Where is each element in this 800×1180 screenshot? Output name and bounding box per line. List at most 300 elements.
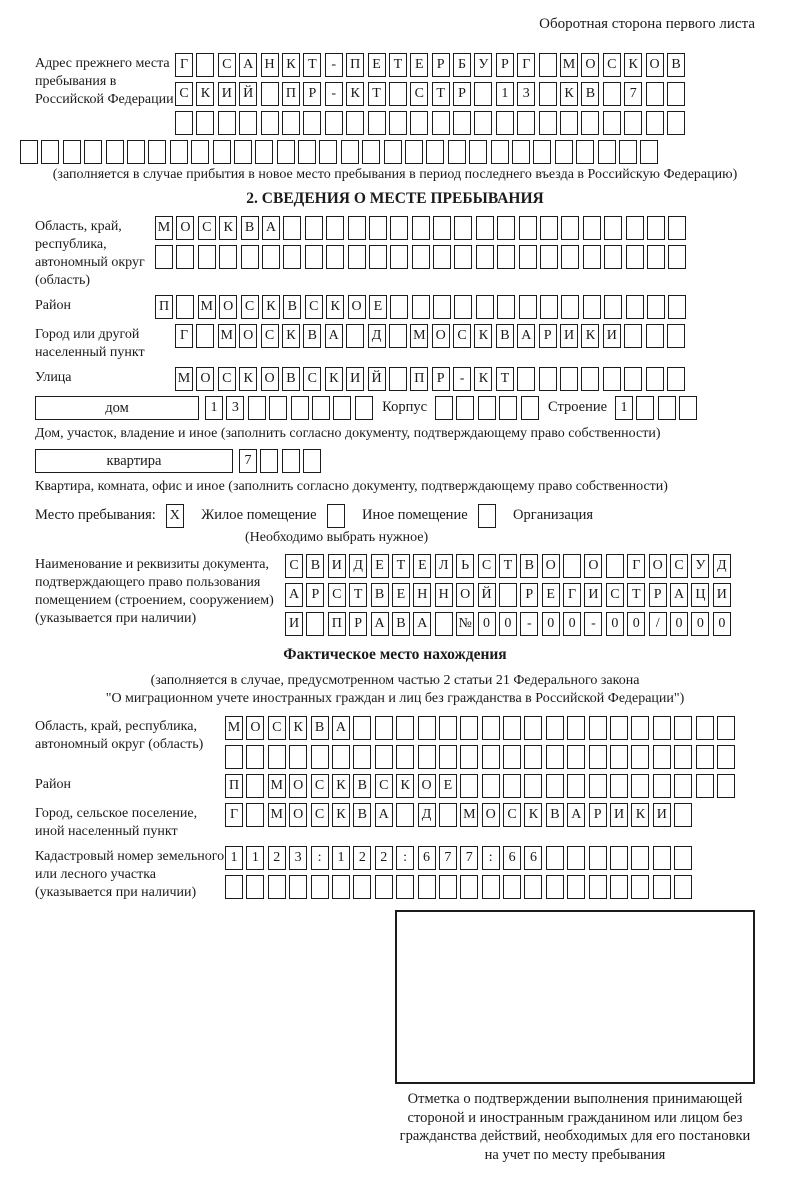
char-cell[interactable]	[653, 846, 671, 870]
char-cell[interactable]	[332, 745, 350, 769]
char-cell[interactable]	[435, 612, 453, 636]
char-cell[interactable]: Г	[225, 803, 243, 827]
char-cell[interactable]: К	[196, 82, 214, 106]
char-cell[interactable]: С	[241, 295, 259, 319]
char-cell[interactable]	[476, 216, 494, 240]
char-cell[interactable]	[283, 245, 301, 269]
char-cell[interactable]	[603, 82, 621, 106]
char-cell[interactable]: К	[474, 367, 492, 391]
char-cell[interactable]	[426, 140, 444, 164]
char-cell[interactable]: С	[328, 583, 346, 607]
char-cell[interactable]: Т	[349, 583, 367, 607]
char-cell[interactable]	[325, 111, 343, 135]
char-cell[interactable]	[262, 245, 280, 269]
char-cell[interactable]: П	[410, 367, 428, 391]
char-cell[interactable]	[589, 875, 607, 899]
char-cell[interactable]	[646, 324, 664, 348]
char-cell[interactable]: 0	[542, 612, 560, 636]
char-cell[interactable]	[647, 295, 665, 319]
char-cell[interactable]: К	[325, 367, 343, 391]
char-cell[interactable]: И	[653, 803, 671, 827]
char-cell[interactable]	[298, 140, 316, 164]
char-cell[interactable]	[561, 216, 579, 240]
char-cell[interactable]	[418, 875, 436, 899]
char-cell[interactable]	[241, 245, 259, 269]
char-cell[interactable]	[453, 111, 471, 135]
char-cell[interactable]: Г	[175, 53, 193, 77]
house-type-box[interactable]: дом	[35, 396, 199, 420]
char-cell[interactable]: С	[305, 295, 323, 319]
char-cell[interactable]	[319, 140, 337, 164]
char-cell[interactable]: С	[175, 82, 193, 106]
char-cell[interactable]	[589, 745, 607, 769]
char-cell[interactable]	[646, 82, 664, 106]
char-cell[interactable]	[348, 245, 366, 269]
char-cell[interactable]	[456, 396, 474, 420]
char-cell[interactable]	[433, 245, 451, 269]
char-cell[interactable]: К	[332, 774, 350, 798]
char-cell[interactable]: Р	[303, 82, 321, 106]
char-cell[interactable]: О	[482, 803, 500, 827]
char-cell[interactable]	[533, 140, 551, 164]
char-cell[interactable]	[717, 745, 735, 769]
char-cell[interactable]	[448, 140, 466, 164]
char-cell[interactable]	[491, 140, 509, 164]
char-cell[interactable]	[155, 245, 173, 269]
char-cell[interactable]: П	[346, 53, 364, 77]
char-cell[interactable]	[667, 367, 685, 391]
char-cell[interactable]: С	[603, 53, 621, 77]
char-cell[interactable]	[225, 745, 243, 769]
char-cell[interactable]: К	[631, 803, 649, 827]
char-cell[interactable]: У	[691, 554, 709, 578]
char-cell[interactable]	[261, 82, 279, 106]
char-cell[interactable]: М	[560, 53, 578, 77]
char-cell[interactable]: А	[332, 716, 350, 740]
char-cell[interactable]: А	[567, 803, 585, 827]
char-cell[interactable]	[581, 367, 599, 391]
char-cell[interactable]	[567, 745, 585, 769]
char-cell[interactable]	[567, 875, 585, 899]
char-cell[interactable]	[540, 295, 558, 319]
char-cell[interactable]	[454, 295, 472, 319]
char-cell[interactable]: К	[624, 53, 642, 77]
char-cell[interactable]	[355, 396, 373, 420]
char-cell[interactable]	[410, 111, 428, 135]
char-cell[interactable]	[389, 367, 407, 391]
char-cell[interactable]: В	[581, 82, 599, 106]
char-cell[interactable]	[653, 745, 671, 769]
char-cell[interactable]	[277, 140, 295, 164]
char-cell[interactable]: С	[285, 554, 303, 578]
char-cell[interactable]: Л	[435, 554, 453, 578]
char-cell[interactable]	[667, 111, 685, 135]
char-cell[interactable]: С	[303, 367, 321, 391]
char-cell[interactable]: Р	[349, 612, 367, 636]
char-cell[interactable]: 7	[239, 449, 257, 473]
char-cell[interactable]	[326, 216, 344, 240]
char-cell[interactable]: О	[261, 367, 279, 391]
char-cell[interactable]: Т	[432, 82, 450, 106]
char-cell[interactable]	[418, 716, 436, 740]
char-cell[interactable]: Т	[389, 53, 407, 77]
char-cell[interactable]	[524, 716, 542, 740]
char-cell[interactable]	[439, 716, 457, 740]
char-cell[interactable]: В	[282, 367, 300, 391]
char-cell[interactable]: 6	[524, 846, 542, 870]
char-cell[interactable]: В	[306, 554, 324, 578]
char-cell[interactable]: В	[303, 324, 321, 348]
char-cell[interactable]: О	[246, 716, 264, 740]
char-cell[interactable]: Н	[261, 53, 279, 77]
char-cell[interactable]: Г	[627, 554, 645, 578]
char-cell[interactable]	[362, 140, 380, 164]
char-cell[interactable]	[563, 554, 581, 578]
char-cell[interactable]	[312, 396, 330, 420]
char-cell[interactable]: О	[176, 216, 194, 240]
char-cell[interactable]	[234, 140, 252, 164]
char-cell[interactable]	[332, 875, 350, 899]
char-cell[interactable]: Р	[432, 367, 450, 391]
char-cell[interactable]: В	[520, 554, 538, 578]
char-cell[interactable]	[631, 745, 649, 769]
char-cell[interactable]: О	[289, 774, 307, 798]
char-cell[interactable]: №	[456, 612, 474, 636]
char-cell[interactable]: О	[418, 774, 436, 798]
char-cell[interactable]: Т	[627, 583, 645, 607]
stay-option-other-checkbox[interactable]	[327, 504, 348, 528]
char-cell[interactable]: О	[456, 583, 474, 607]
char-cell[interactable]: М	[175, 367, 193, 391]
char-cell[interactable]: Е	[392, 583, 410, 607]
char-cell[interactable]	[396, 803, 414, 827]
char-cell[interactable]	[198, 245, 216, 269]
char-cell[interactable]: -	[325, 53, 343, 77]
char-cell[interactable]	[283, 216, 301, 240]
char-cell[interactable]: :	[482, 846, 500, 870]
char-cell[interactable]: Т	[496, 367, 514, 391]
char-cell[interactable]: 1	[332, 846, 350, 870]
char-cell[interactable]	[460, 745, 478, 769]
char-cell[interactable]	[546, 716, 564, 740]
char-cell[interactable]	[261, 111, 279, 135]
char-cell[interactable]	[375, 745, 393, 769]
char-cell[interactable]: М	[218, 324, 236, 348]
char-cell[interactable]	[191, 140, 209, 164]
char-cell[interactable]	[640, 140, 658, 164]
char-cell[interactable]	[583, 245, 601, 269]
char-cell[interactable]	[405, 140, 423, 164]
char-cell[interactable]	[497, 216, 515, 240]
char-cell[interactable]	[539, 53, 557, 77]
char-cell[interactable]: В	[241, 216, 259, 240]
char-cell[interactable]	[674, 875, 692, 899]
char-cell[interactable]: Е	[439, 774, 457, 798]
char-cell[interactable]	[460, 716, 478, 740]
char-cell[interactable]: 0	[627, 612, 645, 636]
char-cell[interactable]: Д	[368, 324, 386, 348]
char-cell[interactable]	[539, 367, 557, 391]
char-cell[interactable]: С	[218, 53, 236, 77]
char-cell[interactable]	[604, 216, 622, 240]
char-cell[interactable]	[603, 111, 621, 135]
char-cell[interactable]	[469, 140, 487, 164]
char-cell[interactable]: И	[584, 583, 602, 607]
char-cell[interactable]	[346, 111, 364, 135]
char-cell[interactable]	[454, 245, 472, 269]
char-cell[interactable]	[460, 875, 478, 899]
char-cell[interactable]	[482, 774, 500, 798]
char-cell[interactable]	[348, 216, 366, 240]
char-cell[interactable]: С	[478, 554, 496, 578]
char-cell[interactable]: О	[196, 367, 214, 391]
char-cell[interactable]	[389, 111, 407, 135]
char-cell[interactable]	[439, 803, 457, 827]
char-cell[interactable]	[610, 716, 628, 740]
char-cell[interactable]	[327, 504, 345, 528]
char-cell[interactable]: В	[546, 803, 564, 827]
char-cell[interactable]: Н	[435, 583, 453, 607]
char-cell[interactable]: В	[283, 295, 301, 319]
char-cell[interactable]: О	[219, 295, 237, 319]
char-cell[interactable]	[668, 245, 686, 269]
char-cell[interactable]: :	[396, 846, 414, 870]
char-cell[interactable]	[610, 745, 628, 769]
char-cell[interactable]: У	[474, 53, 492, 77]
char-cell[interactable]: М	[155, 216, 173, 240]
char-cell[interactable]: М	[268, 774, 286, 798]
char-cell[interactable]	[390, 216, 408, 240]
char-cell[interactable]	[546, 774, 564, 798]
char-cell[interactable]	[583, 216, 601, 240]
char-cell[interactable]	[546, 846, 564, 870]
char-cell[interactable]	[289, 875, 307, 899]
char-cell[interactable]: А	[325, 324, 343, 348]
char-cell[interactable]: X	[166, 504, 184, 528]
char-cell[interactable]: К	[581, 324, 599, 348]
stay-option-organization-checkbox[interactable]	[478, 504, 499, 528]
char-cell[interactable]: Р	[453, 82, 471, 106]
char-cell[interactable]	[303, 111, 321, 135]
char-cell[interactable]: С	[453, 324, 471, 348]
char-cell[interactable]: С	[606, 583, 624, 607]
char-cell[interactable]	[482, 745, 500, 769]
char-cell[interactable]	[567, 774, 585, 798]
char-cell[interactable]: С	[198, 216, 216, 240]
char-cell[interactable]	[239, 111, 257, 135]
char-cell[interactable]: В	[392, 612, 410, 636]
char-cell[interactable]	[478, 396, 496, 420]
char-cell[interactable]: Г	[563, 583, 581, 607]
char-cell[interactable]	[540, 245, 558, 269]
char-cell[interactable]	[539, 82, 557, 106]
char-cell[interactable]: 2	[353, 846, 371, 870]
char-cell[interactable]	[269, 396, 287, 420]
char-cell[interactable]	[433, 216, 451, 240]
char-cell[interactable]	[196, 111, 214, 135]
char-cell[interactable]	[225, 875, 243, 899]
char-cell[interactable]: П	[225, 774, 243, 798]
char-cell[interactable]	[246, 745, 264, 769]
char-cell[interactable]	[176, 245, 194, 269]
char-cell[interactable]	[604, 245, 622, 269]
char-cell[interactable]: Ь	[456, 554, 474, 578]
char-cell[interactable]	[389, 324, 407, 348]
char-cell[interactable]	[636, 396, 654, 420]
char-cell[interactable]: Т	[303, 53, 321, 77]
char-cell[interactable]	[396, 875, 414, 899]
char-cell[interactable]	[524, 774, 542, 798]
char-cell[interactable]	[474, 111, 492, 135]
char-cell[interactable]	[646, 367, 664, 391]
char-cell[interactable]: К	[560, 82, 578, 106]
char-cell[interactable]	[435, 396, 453, 420]
char-cell[interactable]	[503, 716, 521, 740]
char-cell[interactable]	[668, 216, 686, 240]
char-cell[interactable]	[560, 111, 578, 135]
char-cell[interactable]: А	[371, 612, 389, 636]
char-cell[interactable]: О	[649, 554, 667, 578]
char-cell[interactable]: И	[328, 554, 346, 578]
char-cell[interactable]: Р	[306, 583, 324, 607]
char-cell[interactable]	[610, 875, 628, 899]
char-cell[interactable]	[476, 295, 494, 319]
char-cell[interactable]	[176, 295, 194, 319]
char-cell[interactable]	[499, 396, 517, 420]
char-cell[interactable]	[546, 875, 564, 899]
char-cell[interactable]	[432, 111, 450, 135]
char-cell[interactable]	[631, 774, 649, 798]
char-cell[interactable]	[289, 745, 307, 769]
char-cell[interactable]	[610, 774, 628, 798]
char-cell[interactable]	[396, 716, 414, 740]
char-cell[interactable]: Д	[418, 803, 436, 827]
char-cell[interactable]	[624, 111, 642, 135]
char-cell[interactable]	[631, 846, 649, 870]
char-cell[interactable]	[646, 111, 664, 135]
char-cell[interactable]	[63, 140, 81, 164]
char-cell[interactable]	[589, 716, 607, 740]
char-cell[interactable]: О	[239, 324, 257, 348]
char-cell[interactable]: Н	[413, 583, 431, 607]
char-cell[interactable]	[560, 367, 578, 391]
char-cell[interactable]	[369, 216, 387, 240]
char-cell[interactable]	[517, 367, 535, 391]
char-cell[interactable]	[375, 716, 393, 740]
char-cell[interactable]: 0	[563, 612, 581, 636]
char-cell[interactable]: Д	[713, 554, 731, 578]
char-cell[interactable]	[539, 111, 557, 135]
char-cell[interactable]	[291, 396, 309, 420]
char-cell[interactable]	[619, 140, 637, 164]
char-cell[interactable]: 3	[289, 846, 307, 870]
char-cell[interactable]	[482, 716, 500, 740]
char-cell[interactable]	[717, 774, 735, 798]
char-cell[interactable]	[326, 245, 344, 269]
char-cell[interactable]: 0	[713, 612, 731, 636]
char-cell[interactable]	[647, 216, 665, 240]
char-cell[interactable]	[311, 745, 329, 769]
char-cell[interactable]: В	[496, 324, 514, 348]
char-cell[interactable]	[390, 295, 408, 319]
char-cell[interactable]	[84, 140, 102, 164]
char-cell[interactable]	[696, 745, 714, 769]
char-cell[interactable]	[175, 111, 193, 135]
char-cell[interactable]: К	[396, 774, 414, 798]
char-cell[interactable]	[20, 140, 38, 164]
char-cell[interactable]: К	[326, 295, 344, 319]
char-cell[interactable]	[474, 82, 492, 106]
char-cell[interactable]	[460, 774, 478, 798]
char-cell[interactable]: Е	[371, 554, 389, 578]
char-cell[interactable]	[503, 745, 521, 769]
char-cell[interactable]	[248, 396, 266, 420]
char-cell[interactable]	[667, 324, 685, 348]
char-cell[interactable]	[647, 245, 665, 269]
char-cell[interactable]	[658, 396, 676, 420]
char-cell[interactable]	[303, 449, 321, 473]
char-cell[interactable]	[418, 745, 436, 769]
char-cell[interactable]	[390, 245, 408, 269]
char-cell[interactable]: И	[610, 803, 628, 827]
char-cell[interactable]	[412, 295, 430, 319]
char-cell[interactable]: Т	[392, 554, 410, 578]
char-cell[interactable]	[626, 216, 644, 240]
char-cell[interactable]: Р	[520, 583, 538, 607]
char-cell[interactable]: 3	[226, 396, 244, 420]
char-cell[interactable]	[519, 245, 537, 269]
char-cell[interactable]: 1	[615, 396, 633, 420]
char-cell[interactable]	[497, 245, 515, 269]
char-cell[interactable]	[517, 111, 535, 135]
char-cell[interactable]	[482, 875, 500, 899]
char-cell[interactable]: О	[581, 53, 599, 77]
char-cell[interactable]	[561, 295, 579, 319]
char-cell[interactable]: :	[311, 846, 329, 870]
char-cell[interactable]	[412, 216, 430, 240]
char-cell[interactable]	[604, 295, 622, 319]
char-cell[interactable]: 6	[418, 846, 436, 870]
char-cell[interactable]	[653, 774, 671, 798]
char-cell[interactable]: Р	[496, 53, 514, 77]
char-cell[interactable]	[667, 82, 685, 106]
char-cell[interactable]	[674, 846, 692, 870]
char-cell[interactable]: Т	[499, 554, 517, 578]
char-cell[interactable]	[598, 140, 616, 164]
char-cell[interactable]: А	[375, 803, 393, 827]
char-cell[interactable]	[567, 716, 585, 740]
char-cell[interactable]: С	[268, 716, 286, 740]
char-cell[interactable]	[524, 875, 542, 899]
char-cell[interactable]: Е	[542, 583, 560, 607]
char-cell[interactable]	[268, 875, 286, 899]
char-cell[interactable]	[353, 745, 371, 769]
char-cell[interactable]: 7	[624, 82, 642, 106]
char-cell[interactable]: О	[584, 554, 602, 578]
char-cell[interactable]: М	[460, 803, 478, 827]
char-cell[interactable]: К	[219, 216, 237, 240]
char-cell[interactable]: 1	[225, 846, 243, 870]
char-cell[interactable]	[255, 140, 273, 164]
char-cell[interactable]: А	[413, 612, 431, 636]
char-cell[interactable]	[519, 295, 537, 319]
char-cell[interactable]	[583, 295, 601, 319]
char-cell[interactable]: В	[353, 774, 371, 798]
char-cell[interactable]: Г	[175, 324, 193, 348]
char-cell[interactable]	[653, 875, 671, 899]
char-cell[interactable]	[353, 875, 371, 899]
char-cell[interactable]: А	[670, 583, 688, 607]
